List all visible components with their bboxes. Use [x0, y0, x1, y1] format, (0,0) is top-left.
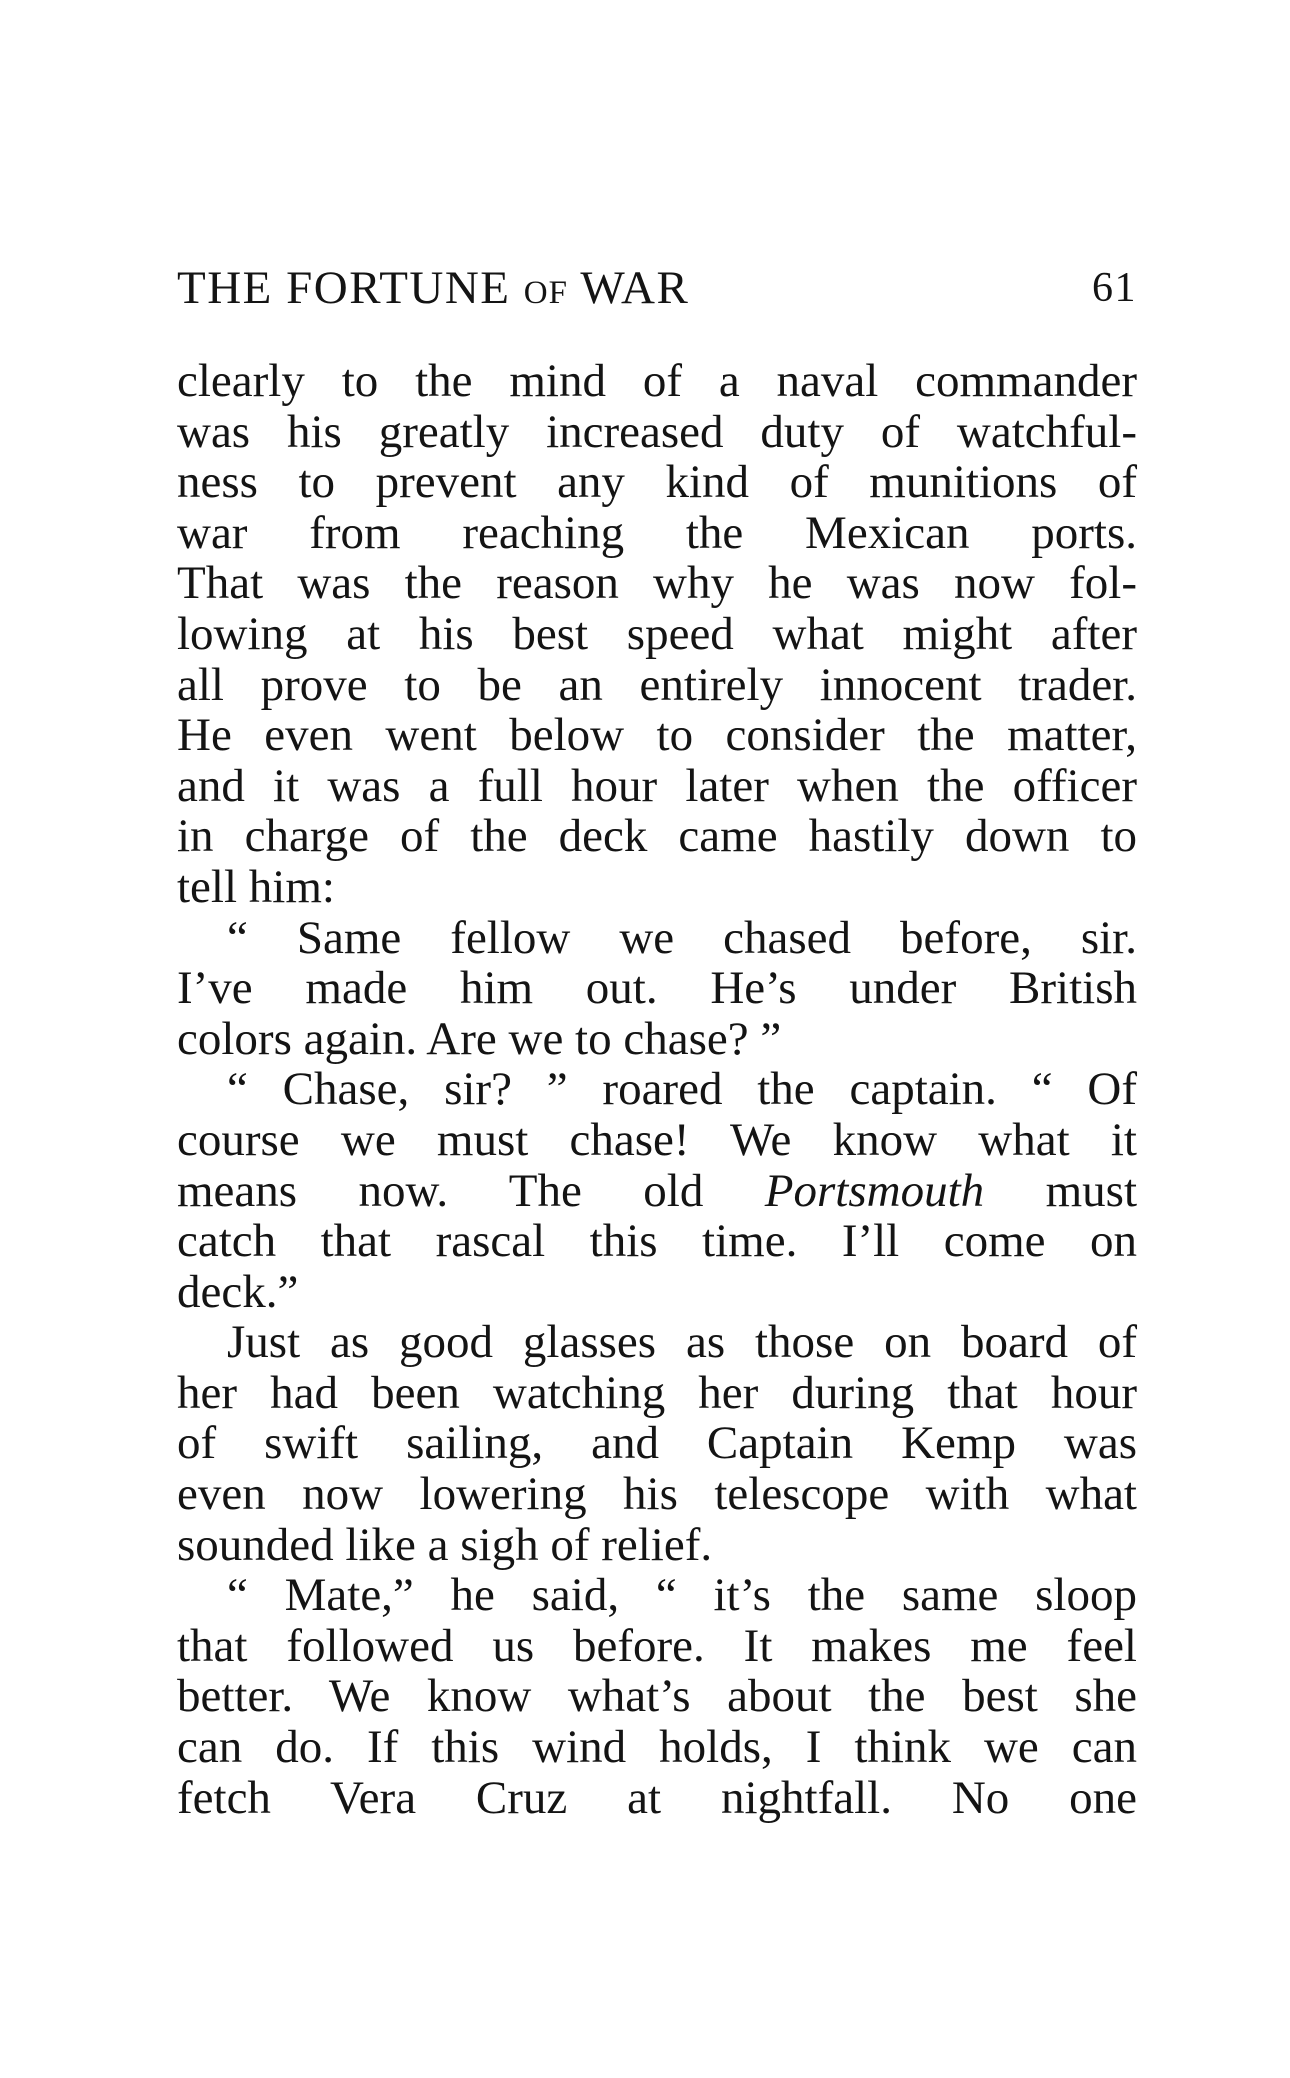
text-line: catch that rascal this time. I’ll come on	[177, 1215, 1137, 1268]
text-line: in charge of the deck came hastily down to	[177, 810, 1137, 863]
text-line: He even went below to consider the matter,	[177, 709, 1137, 762]
text-line: Just as good glasses as those on board of	[227, 1316, 1137, 1369]
text-line: all prove to be an entirely innocent trader.	[177, 658, 1137, 711]
page-number: 61	[1092, 265, 1137, 311]
text-line: even now lowering his telescope with what	[177, 1468, 1137, 1521]
text-line: and it was a full hour later when the officer	[177, 759, 1137, 812]
text-line: lowing at his best speed what might after	[177, 607, 1137, 660]
body-text	[177, 356, 1137, 1823]
text-line: that followed us before. It makes me feel	[177, 1619, 1137, 1672]
text-line: “ Chase, sir? ” roared the captain. “ Of	[227, 1063, 1137, 1116]
running-head-title: THE FORTUNE OF WAR	[177, 262, 690, 314]
italic-ship-name: Portsmouth	[764, 1164, 985, 1217]
text-line: better. We know what’s about the best she	[177, 1670, 1137, 1723]
text-line: colors again. Are we to chase? ”	[177, 1012, 782, 1065]
text-line: ness to prevent any kind of munitions of	[177, 456, 1137, 509]
text-line: “ Mate,” he said, “ it’s the same sloop	[227, 1569, 1137, 1622]
text-segment: must	[1045, 1164, 1138, 1217]
text-line: her had been watching her during that hour	[177, 1366, 1137, 1419]
text-line: can do. If this wind holds, I think we can	[177, 1721, 1137, 1774]
text-line: That was the reason why he was now fol-	[177, 557, 1137, 610]
text-line: clearly to the mind of a naval commander	[177, 355, 1137, 407]
text-line: “ Same fellow we chased before, sir.	[227, 911, 1137, 964]
text-line: war from reaching the Mexican ports.	[177, 506, 1137, 559]
text-line: I’ve made him out. He’s under British	[177, 962, 1137, 1015]
text-segment: means now. The old	[177, 1164, 704, 1217]
text-line: tell him:	[177, 860, 335, 913]
running-head	[177, 262, 1137, 314]
text-line: fetch Vera Cruz at nightfall. No one	[177, 1771, 1137, 1824]
text-line: was his greatly increased duty of watchful-	[177, 405, 1137, 458]
text-line: deck.”	[177, 1265, 299, 1318]
text-line: sounded like a sigh of relief.	[177, 1518, 713, 1571]
text-line-with-italic	[177, 1166, 1137, 1217]
text-line: course we must chase! We know what it	[177, 1113, 1137, 1166]
text-line: of swift sailing, and Captain Kemp was	[177, 1417, 1137, 1470]
